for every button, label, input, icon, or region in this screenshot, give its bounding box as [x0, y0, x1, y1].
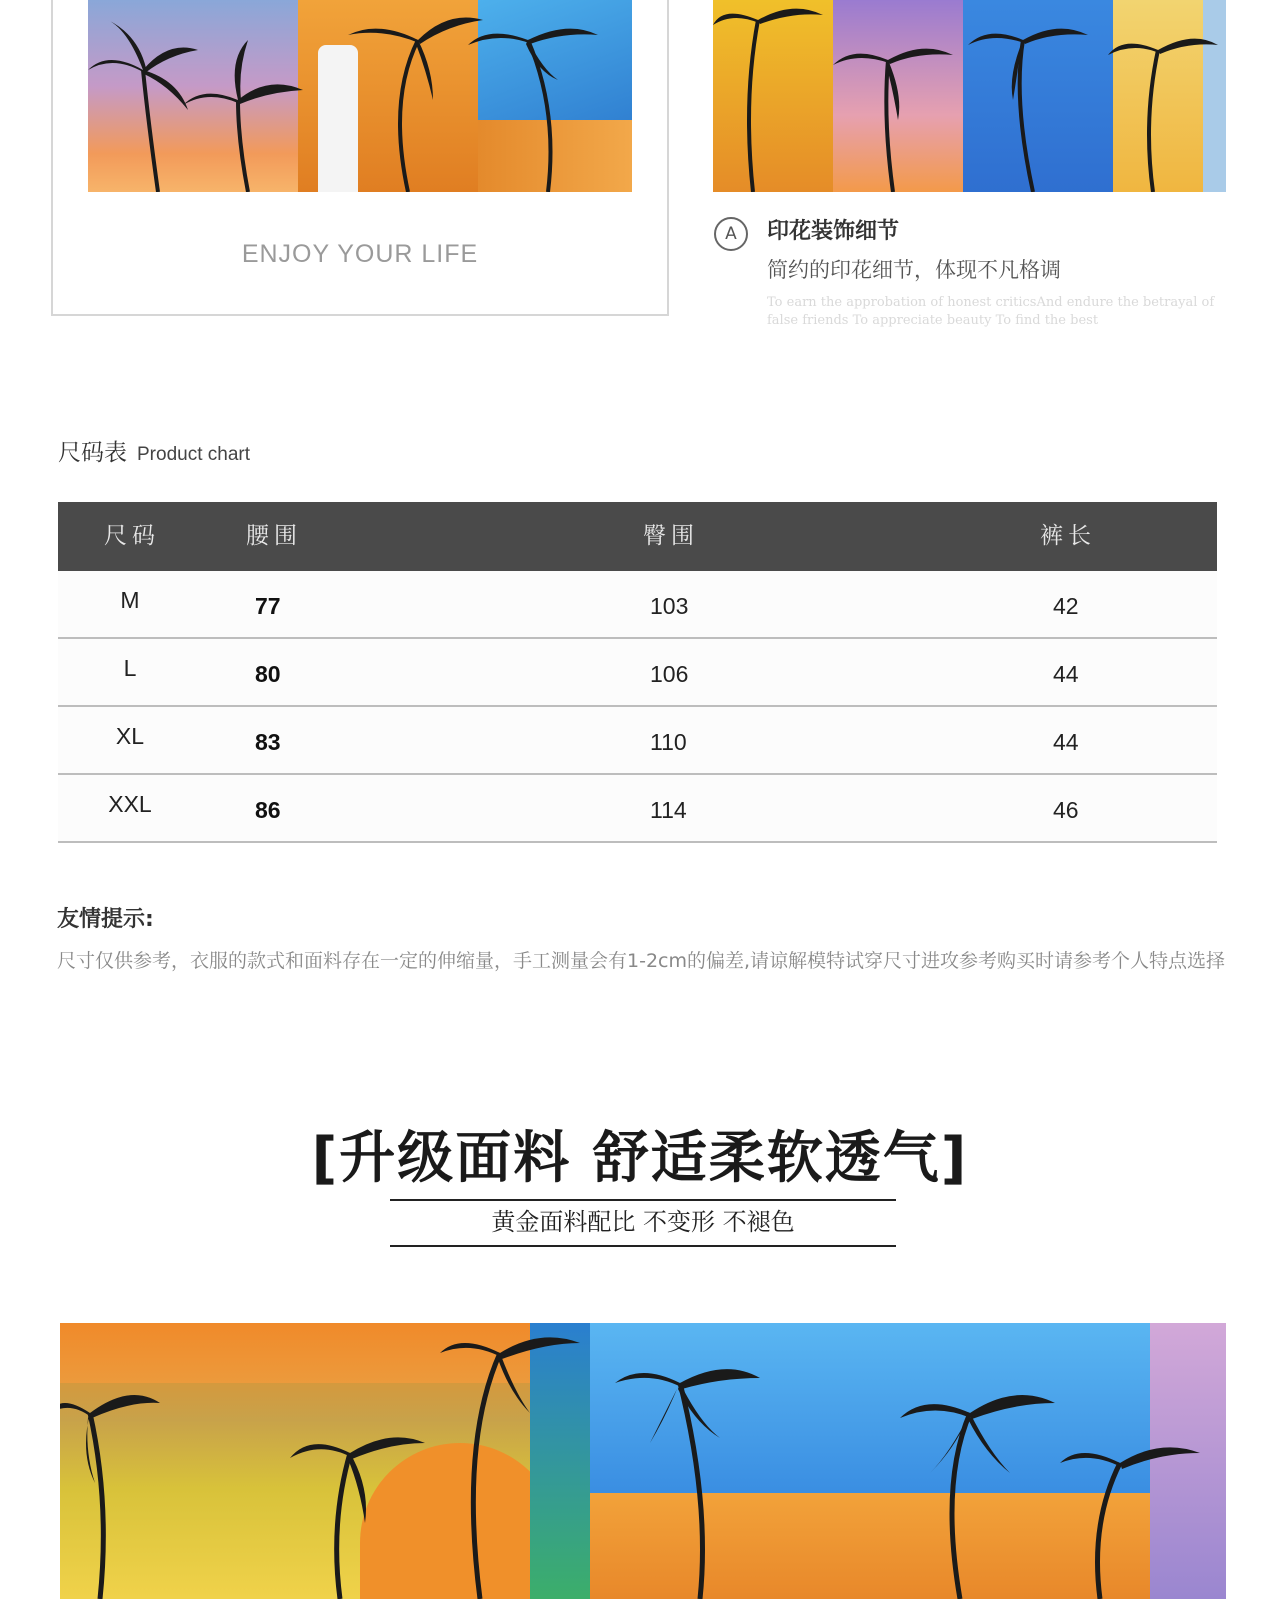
print-fabric-photo-left	[88, 0, 632, 192]
fabric-subline-box	[390, 1199, 896, 1247]
size-chart-title-cn: 尺码表	[58, 440, 127, 466]
cell-length: 42	[1053, 593, 1079, 619]
cell-hip: 110	[650, 729, 687, 755]
header-waist: 腰围	[246, 523, 302, 549]
header-size: 尺码	[104, 523, 160, 549]
detail-english-text: To earn the approbation of honest criticsAnd endure the betrayal of false friends To appreciate beauty To find the best	[767, 295, 1215, 328]
header-hip: 臀围	[643, 523, 699, 549]
cell-hip: 106	[650, 661, 689, 687]
header-length: 裤长	[1040, 523, 1096, 549]
cell-waist: 80	[255, 661, 281, 687]
size-chart-title	[58, 434, 250, 467]
card-caption: ENJOY YOUR LIFE	[241, 240, 479, 268]
detail-title: 印花装饰细节	[767, 219, 900, 244]
print-fabric-closeup-photo	[60, 1323, 1226, 1599]
table-row	[58, 707, 1217, 775]
table-row	[58, 775, 1217, 843]
table-row	[58, 639, 1217, 707]
size-chart-title-en: Product chart	[137, 444, 250, 465]
cell-size: XXL	[108, 791, 152, 817]
cell-size: M	[120, 587, 140, 613]
fabric-subline: 黄金面料配比 不变形 不褪色	[491, 1208, 795, 1236]
table-row	[58, 571, 1217, 639]
cell-hip: 103	[650, 593, 689, 619]
tips-title: 友情提示:	[57, 907, 154, 932]
cell-length: 46	[1053, 797, 1079, 823]
cell-length: 44	[1053, 729, 1079, 755]
size-table-header	[58, 502, 1217, 571]
cell-waist: 83	[255, 729, 281, 755]
cell-hip: 114	[650, 797, 687, 823]
fabric-headline: [升级面料 舒适柔软透气]	[311, 1126, 969, 1191]
cell-waist: 86	[255, 797, 281, 823]
cell-size: L	[123, 655, 137, 681]
cell-size: XL	[115, 723, 145, 749]
detail-subtitle: 简约的印花细节，体现不凡格调	[767, 258, 1061, 282]
print-fabric-photo-right	[713, 0, 1226, 192]
tips-body: 尺寸仅供参考，衣服的款式和面料存在一定的伸缩量，手工测量会有1-2cm的偏差,请谅解模特试穿尺寸进攻参考购买时请参考个人特点选择	[57, 950, 1226, 972]
cell-length: 44	[1053, 661, 1079, 687]
cell-waist: 77	[255, 593, 281, 619]
a-letter-icon: A	[714, 217, 748, 251]
size-table	[58, 502, 1217, 843]
